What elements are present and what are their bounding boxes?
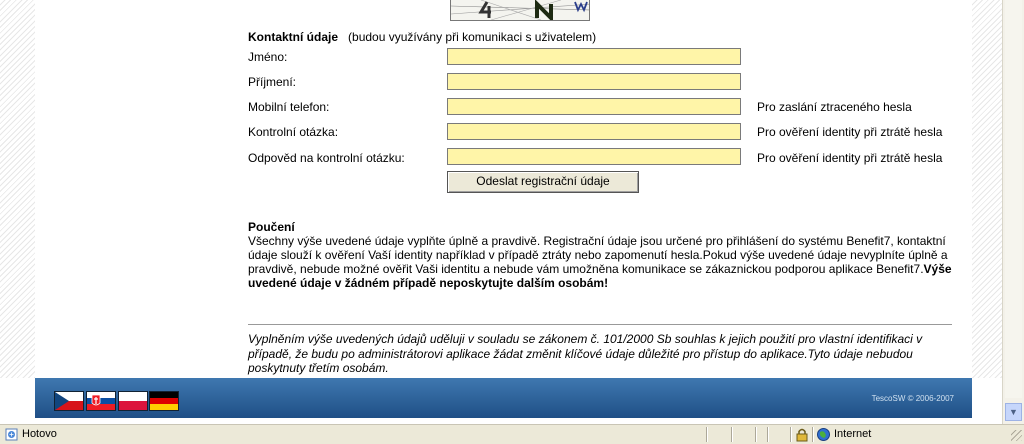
globe-icon bbox=[817, 428, 830, 441]
security-question-input[interactable] bbox=[447, 123, 741, 140]
scrollbar-track[interactable] bbox=[1005, 0, 1022, 398]
divider bbox=[248, 324, 952, 325]
notice-title: Poučení bbox=[248, 220, 295, 234]
security-answer-input[interactable] bbox=[447, 148, 741, 165]
copyright-text: TescoSW © 2006-2007 bbox=[871, 394, 954, 403]
polish-flag-icon[interactable] bbox=[118, 391, 148, 411]
status-separator bbox=[755, 427, 756, 442]
consent-text: Vyplněním výše uvedených údajů uděluji v souladu se zákonem č. 101/2000 Sb souhlas k jejich použití pro vlastní identifikaci v případě, že budu po administrátorovi aplikace žádat změnit klíčové údaje důležité pro přístup do aplikace.Tyto údaje nebudou poskytnuty třetím osobám. bbox=[248, 332, 923, 375]
resize-grip[interactable] bbox=[1011, 430, 1022, 441]
mobile-phone-hint: Pro zaslání ztraceného hesla bbox=[757, 100, 912, 114]
first-name-label: Jméno: bbox=[248, 50, 288, 64]
first-name-input[interactable] bbox=[447, 48, 741, 65]
security-question-hint: Pro ověření identity při ztrátě hesla bbox=[757, 125, 943, 139]
captcha-image bbox=[450, 0, 590, 21]
slovak-flag-icon[interactable] bbox=[86, 391, 116, 411]
submit-registration-button[interactable]: Odeslat registrační údaje bbox=[447, 171, 639, 193]
last-name-label: Příjmení: bbox=[248, 75, 297, 89]
notice-body: Všechny výše uvedené údaje vyplňte úplně a pravdivě. Registrační údaje jsou určené pro přihlášení do systému Benefit7, kontaktní údaje slouží k ověření Vaší identity například v případě ztráty nebo zapomenutí hesla.Pokud výše uvedené údaje nevyplníte úplně a pravdivě, nebude možné ověřit Vaši identitu a nebude vám umožněna komunikace se zákaznickou podporou aplikace Benefit7. bbox=[248, 234, 948, 276]
section-title-text: Kontaktní údaje bbox=[248, 30, 339, 44]
last-name-input[interactable] bbox=[447, 73, 741, 90]
left-pattern bbox=[0, 0, 35, 378]
footer-bar bbox=[35, 378, 972, 418]
contact-section-title bbox=[248, 30, 596, 44]
security-answer-hint: Pro ověření identity při ztrátě hesla bbox=[757, 151, 943, 165]
notice-block bbox=[248, 220, 963, 290]
mobile-phone-input[interactable] bbox=[447, 98, 741, 115]
right-pattern bbox=[972, 0, 1002, 378]
german-flag-icon[interactable] bbox=[149, 391, 179, 411]
page-done-icon bbox=[5, 428, 19, 441]
security-answer-label: Odpověd na kontrolní otázku: bbox=[248, 151, 405, 165]
notice-warning: Výše uvedené údaje v žádném případě neposkytujte dalším osobám! bbox=[248, 262, 952, 290]
status-separator bbox=[812, 427, 813, 442]
vertical-scrollbar[interactable] bbox=[1002, 0, 1024, 424]
page-content bbox=[35, 0, 972, 378]
status-separator bbox=[706, 427, 707, 442]
status-separator bbox=[767, 427, 768, 442]
section-note: (budou využívány při komunikaci s uživatelem) bbox=[348, 30, 597, 44]
status-separator bbox=[731, 427, 732, 442]
lock-icon bbox=[795, 427, 809, 442]
mobile-phone-label: Mobilní telefon: bbox=[248, 100, 330, 114]
status-text: Hotovo bbox=[22, 428, 57, 440]
status-separator bbox=[790, 427, 791, 442]
security-question-label: Kontrolní otázka: bbox=[248, 125, 339, 139]
status-bar bbox=[0, 424, 1024, 444]
security-zone-text: Internet bbox=[834, 428, 872, 440]
scroll-down-arrow-icon[interactable]: ▼ bbox=[1005, 403, 1022, 421]
czech-flag-icon[interactable] bbox=[54, 391, 84, 411]
